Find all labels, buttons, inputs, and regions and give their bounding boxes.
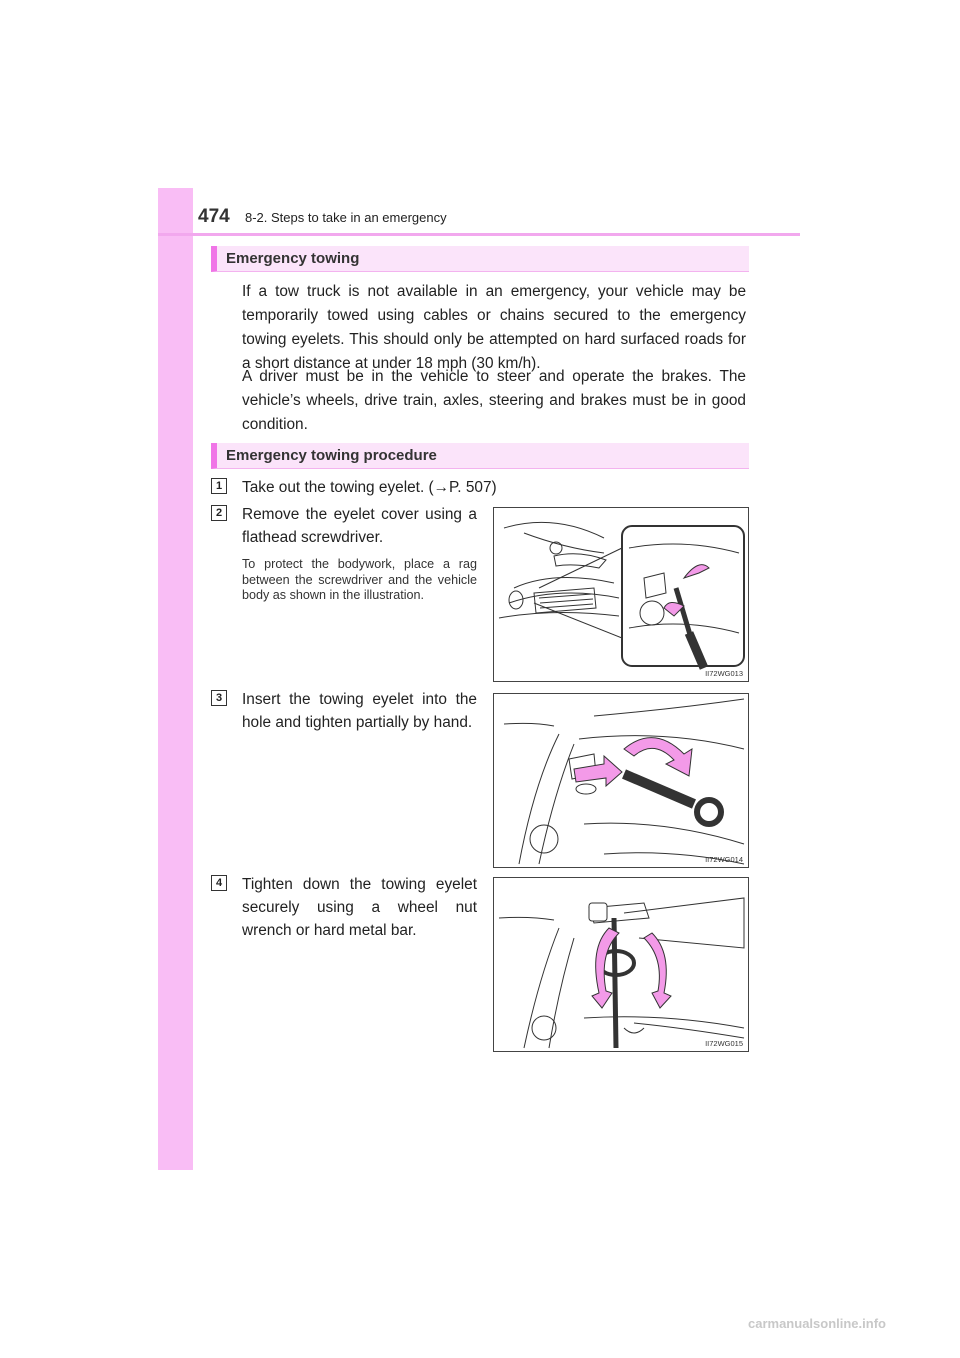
step-2-text: Remove the eyelet cover using a flathead screwdriver.	[242, 506, 477, 546]
illustration-eyelet-cover-removal	[493, 507, 749, 682]
section-heading-text: Emergency towing	[226, 250, 360, 267]
side-tab-band	[158, 188, 193, 1170]
eyelet-insertion-drawing	[494, 694, 749, 868]
image-code: II72WG015	[705, 1039, 743, 1048]
watermark: carmanualsonline.info	[748, 1316, 886, 1331]
illustration-insert-eyelet	[493, 693, 749, 868]
step-number-1: 1	[211, 478, 227, 494]
intro-paragraph: If a tow truck is not available in an emergency, your vehicle may be temporarily towed using cables or chains secured to the emergency towing eyelets. This should only be attempted on hard surfaced roads for a short distance at under 18 mph (30 km/h).	[242, 283, 746, 372]
step-3-text: Insert the towing eyelet into the hole and tighten partially by hand.	[242, 691, 477, 731]
step-1-text: Take out the towing eyelet. (→P. 507)	[242, 479, 497, 496]
step-4-text: Tighten down the towing eyelet securely using a wheel nut wrench or hard metal bar.	[242, 876, 477, 939]
image-code: II72WG013	[705, 669, 743, 678]
chapter-title: 8-2. Steps to take in an emergency	[245, 210, 447, 225]
illustration-tighten-eyelet	[493, 877, 749, 1052]
wrench-tightening-drawing	[494, 878, 749, 1052]
step-number-2: 2	[211, 505, 227, 521]
section-heading-procedure	[211, 443, 749, 469]
step-2-note: To protect the bodywork, place a rag between the screwdriver and the vehicle body as shown in the illustration.	[242, 557, 477, 602]
image-code: II72WG014	[705, 855, 743, 864]
bumper-screwdriver-drawing	[494, 508, 749, 682]
step-number-3: 3	[211, 690, 227, 706]
section-heading-emergency-towing	[211, 246, 749, 272]
header-rule	[158, 233, 800, 236]
section-heading-text: Emergency towing procedure	[226, 447, 437, 464]
step-number-4: 4	[211, 875, 227, 891]
page-number: 474	[198, 206, 230, 227]
driver-paragraph: A driver must be in the vehicle to steer and operate the brakes. The vehicle’s wheels, drive train, axles, steering and brakes must be in good condition.	[242, 368, 746, 433]
